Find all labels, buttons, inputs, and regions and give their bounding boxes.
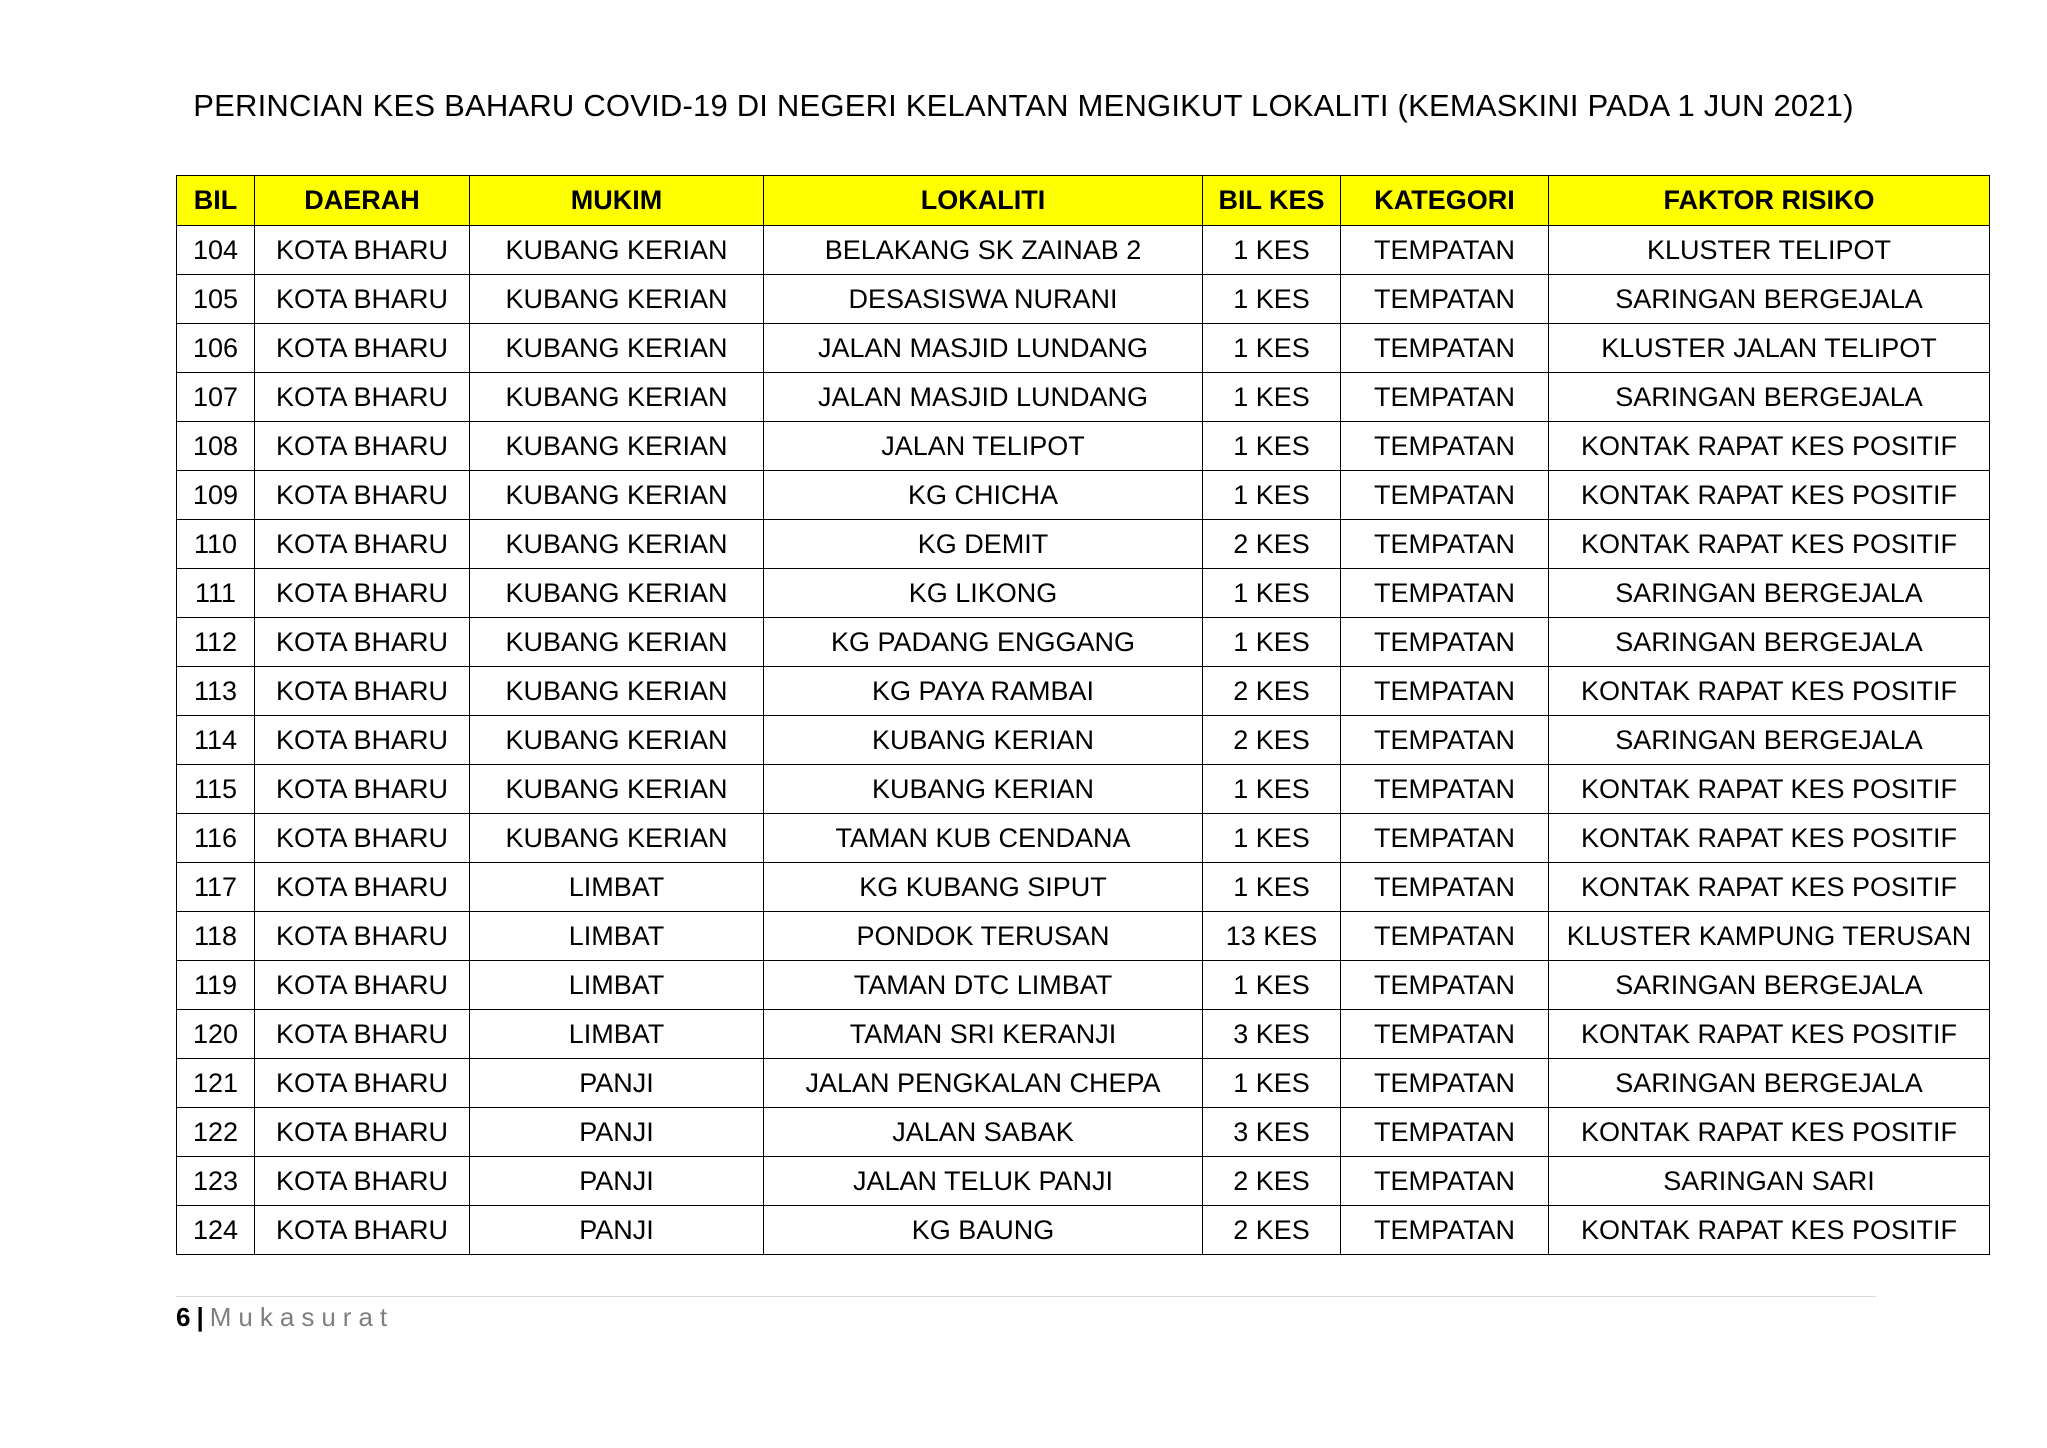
cell-lokaliti: JALAN PENGKALAN CHEPA bbox=[764, 1059, 1203, 1108]
cell-kategori: TEMPATAN bbox=[1341, 471, 1549, 520]
cell-bil: 109 bbox=[177, 471, 255, 520]
cell-kategori: TEMPATAN bbox=[1341, 324, 1549, 373]
cell-lokaliti: KG LIKONG bbox=[764, 569, 1203, 618]
cell-lokaliti: KG PAYA RAMBAI bbox=[764, 667, 1203, 716]
table-row bbox=[177, 1010, 1990, 1059]
cell-mukim: KUBANG KERIAN bbox=[470, 520, 764, 569]
cell-kategori: TEMPATAN bbox=[1341, 1157, 1549, 1206]
cell-lokaliti: KG BAUNG bbox=[764, 1206, 1203, 1255]
cell-kategori: TEMPATAN bbox=[1341, 814, 1549, 863]
cell-bil: 120 bbox=[177, 1010, 255, 1059]
cell-faktor-risiko: SARINGAN BERGEJALA bbox=[1549, 1059, 1990, 1108]
cell-daerah: KOTA BHARU bbox=[255, 667, 470, 716]
footer-divider bbox=[176, 1296, 1876, 1297]
cell-bil: 104 bbox=[177, 226, 255, 275]
cell-daerah: KOTA BHARU bbox=[255, 765, 470, 814]
table-row bbox=[177, 324, 1990, 373]
cell-daerah: KOTA BHARU bbox=[255, 422, 470, 471]
cell-daerah: KOTA BHARU bbox=[255, 520, 470, 569]
cell-bil-kes: 1 KES bbox=[1203, 863, 1341, 912]
cell-mukim: KUBANG KERIAN bbox=[470, 324, 764, 373]
cell-kategori: TEMPATAN bbox=[1341, 765, 1549, 814]
cell-mukim: PANJI bbox=[470, 1206, 764, 1255]
cell-kategori: TEMPATAN bbox=[1341, 618, 1549, 667]
cell-kategori: TEMPATAN bbox=[1341, 569, 1549, 618]
cell-faktor-risiko: KONTAK RAPAT KES POSITIF bbox=[1549, 1108, 1990, 1157]
cell-kategori: TEMPATAN bbox=[1341, 275, 1549, 324]
table-row bbox=[177, 275, 1990, 324]
cell-bil: 106 bbox=[177, 324, 255, 373]
cell-daerah: KOTA BHARU bbox=[255, 226, 470, 275]
cell-bil-kes: 1 KES bbox=[1203, 961, 1341, 1010]
cell-kategori: TEMPATAN bbox=[1341, 1010, 1549, 1059]
cell-bil: 108 bbox=[177, 422, 255, 471]
cell-bil-kes: 1 KES bbox=[1203, 422, 1341, 471]
cell-daerah: KOTA BHARU bbox=[255, 1108, 470, 1157]
cell-bil: 107 bbox=[177, 373, 255, 422]
cell-mukim: KUBANG KERIAN bbox=[470, 226, 764, 275]
cell-kategori: TEMPATAN bbox=[1341, 1108, 1549, 1157]
cell-lokaliti: KUBANG KERIAN bbox=[764, 716, 1203, 765]
cell-daerah: KOTA BHARU bbox=[255, 716, 470, 765]
cell-daerah: KOTA BHARU bbox=[255, 324, 470, 373]
cell-daerah: KOTA BHARU bbox=[255, 471, 470, 520]
cell-bil-kes: 1 KES bbox=[1203, 569, 1341, 618]
cell-mukim: KUBANG KERIAN bbox=[470, 422, 764, 471]
table-row bbox=[177, 1206, 1990, 1255]
cell-faktor-risiko: SARINGAN BERGEJALA bbox=[1549, 961, 1990, 1010]
table-row bbox=[177, 618, 1990, 667]
cell-kategori: TEMPATAN bbox=[1341, 667, 1549, 716]
table-header-row bbox=[177, 176, 1990, 226]
cell-bil-kes: 2 KES bbox=[1203, 1206, 1341, 1255]
cell-lokaliti: KG KUBANG SIPUT bbox=[764, 863, 1203, 912]
cell-lokaliti: TAMAN KUB CENDANA bbox=[764, 814, 1203, 863]
cell-lokaliti: KUBANG KERIAN bbox=[764, 765, 1203, 814]
cell-faktor-risiko: KONTAK RAPAT KES POSITIF bbox=[1549, 667, 1990, 716]
cell-daerah: KOTA BHARU bbox=[255, 814, 470, 863]
cell-mukim: PANJI bbox=[470, 1108, 764, 1157]
footer-separator: | bbox=[196, 1302, 204, 1332]
header-bil: BIL bbox=[177, 176, 255, 226]
cell-lokaliti: JALAN SABAK bbox=[764, 1108, 1203, 1157]
header-lokaliti: LOKALITI bbox=[764, 176, 1203, 226]
cell-bil-kes: 1 KES bbox=[1203, 1059, 1341, 1108]
cell-kategori: TEMPATAN bbox=[1341, 863, 1549, 912]
table-row bbox=[177, 863, 1990, 912]
cell-faktor-risiko: KONTAK RAPAT KES POSITIF bbox=[1549, 520, 1990, 569]
cell-daerah: KOTA BHARU bbox=[255, 1010, 470, 1059]
cell-lokaliti: TAMAN DTC LIMBAT bbox=[764, 961, 1203, 1010]
cell-faktor-risiko: SARINGAN SARI bbox=[1549, 1157, 1990, 1206]
cell-mukim: KUBANG KERIAN bbox=[470, 471, 764, 520]
cell-mukim: KUBANG KERIAN bbox=[470, 716, 764, 765]
cell-bil-kes: 1 KES bbox=[1203, 765, 1341, 814]
cell-lokaliti: JALAN MASJID LUNDANG bbox=[764, 373, 1203, 422]
cell-kategori: TEMPATAN bbox=[1341, 422, 1549, 471]
table-row bbox=[177, 912, 1990, 961]
cell-mukim: LIMBAT bbox=[470, 1010, 764, 1059]
cell-faktor-risiko: SARINGAN BERGEJALA bbox=[1549, 275, 1990, 324]
page-footer bbox=[176, 1302, 394, 1333]
cases-table bbox=[176, 175, 1990, 1255]
table-row bbox=[177, 422, 1990, 471]
cell-mukim: KUBANG KERIAN bbox=[470, 275, 764, 324]
cell-daerah: KOTA BHARU bbox=[255, 1206, 470, 1255]
cell-bil: 110 bbox=[177, 520, 255, 569]
cell-lokaliti: JALAN MASJID LUNDANG bbox=[764, 324, 1203, 373]
cell-lokaliti: PONDOK TERUSAN bbox=[764, 912, 1203, 961]
cell-lokaliti: JALAN TELIPOT bbox=[764, 422, 1203, 471]
table-row bbox=[177, 520, 1990, 569]
cell-faktor-risiko: SARINGAN BERGEJALA bbox=[1549, 716, 1990, 765]
cell-faktor-risiko: SARINGAN BERGEJALA bbox=[1549, 569, 1990, 618]
table-row bbox=[177, 1059, 1990, 1108]
cell-bil-kes: 1 KES bbox=[1203, 373, 1341, 422]
cell-bil-kes: 1 KES bbox=[1203, 226, 1341, 275]
cell-bil-kes: 3 KES bbox=[1203, 1108, 1341, 1157]
cell-kategori: TEMPATAN bbox=[1341, 373, 1549, 422]
cell-mukim: KUBANG KERIAN bbox=[470, 569, 764, 618]
cell-bil-kes: 1 KES bbox=[1203, 814, 1341, 863]
cell-bil: 113 bbox=[177, 667, 255, 716]
table-row bbox=[177, 569, 1990, 618]
cell-lokaliti: KG DEMIT bbox=[764, 520, 1203, 569]
cell-faktor-risiko: KONTAK RAPAT KES POSITIF bbox=[1549, 471, 1990, 520]
cell-bil: 105 bbox=[177, 275, 255, 324]
table-row bbox=[177, 1157, 1990, 1206]
table-row bbox=[177, 1108, 1990, 1157]
cell-bil: 118 bbox=[177, 912, 255, 961]
cell-bil: 121 bbox=[177, 1059, 255, 1108]
cell-lokaliti: KG CHICHA bbox=[764, 471, 1203, 520]
cell-bil-kes: 2 KES bbox=[1203, 716, 1341, 765]
cell-bil: 123 bbox=[177, 1157, 255, 1206]
cell-bil: 115 bbox=[177, 765, 255, 814]
cell-lokaliti: JALAN TELUK PANJI bbox=[764, 1157, 1203, 1206]
cell-bil-kes: 1 KES bbox=[1203, 471, 1341, 520]
table-row bbox=[177, 667, 1990, 716]
cell-daerah: KOTA BHARU bbox=[255, 912, 470, 961]
cell-faktor-risiko: KONTAK RAPAT KES POSITIF bbox=[1549, 863, 1990, 912]
cell-mukim: LIMBAT bbox=[470, 863, 764, 912]
page-number: 6 bbox=[176, 1302, 191, 1332]
cell-mukim: KUBANG KERIAN bbox=[470, 373, 764, 422]
cell-daerah: KOTA BHARU bbox=[255, 1059, 470, 1108]
cell-kategori: TEMPATAN bbox=[1341, 912, 1549, 961]
cell-kategori: TEMPATAN bbox=[1341, 961, 1549, 1010]
header-kategori: KATEGORI bbox=[1341, 176, 1549, 226]
cell-faktor-risiko: SARINGAN BERGEJALA bbox=[1549, 373, 1990, 422]
cell-bil: 111 bbox=[177, 569, 255, 618]
cell-lokaliti: DESASISWA NURANI bbox=[764, 275, 1203, 324]
cell-bil-kes: 3 KES bbox=[1203, 1010, 1341, 1059]
header-mukim: MUKIM bbox=[470, 176, 764, 226]
cell-lokaliti: BELAKANG SK ZAINAB 2 bbox=[764, 226, 1203, 275]
cell-bil-kes: 13 KES bbox=[1203, 912, 1341, 961]
cell-bil-kes: 1 KES bbox=[1203, 618, 1341, 667]
cell-mukim: LIMBAT bbox=[470, 961, 764, 1010]
cell-bil: 119 bbox=[177, 961, 255, 1010]
table-row bbox=[177, 226, 1990, 275]
table-row bbox=[177, 765, 1990, 814]
cell-kategori: TEMPATAN bbox=[1341, 1059, 1549, 1108]
cell-faktor-risiko: SARINGAN BERGEJALA bbox=[1549, 618, 1990, 667]
cell-lokaliti: TAMAN SRI KERANJI bbox=[764, 1010, 1203, 1059]
cell-daerah: KOTA BHARU bbox=[255, 373, 470, 422]
header-daerah: DAERAH bbox=[255, 176, 470, 226]
cell-faktor-risiko: KONTAK RAPAT KES POSITIF bbox=[1549, 1010, 1990, 1059]
cell-bil: 117 bbox=[177, 863, 255, 912]
cell-faktor-risiko: KLUSTER KAMPUNG TERUSAN bbox=[1549, 912, 1990, 961]
header-faktor-risiko: FAKTOR RISIKO bbox=[1549, 176, 1990, 226]
cell-daerah: KOTA BHARU bbox=[255, 863, 470, 912]
table-body bbox=[177, 226, 1990, 1255]
cell-mukim: LIMBAT bbox=[470, 912, 764, 961]
table-row bbox=[177, 716, 1990, 765]
cell-bil-kes: 2 KES bbox=[1203, 1157, 1341, 1206]
cell-mukim: KUBANG KERIAN bbox=[470, 765, 764, 814]
cell-kategori: TEMPATAN bbox=[1341, 1206, 1549, 1255]
cell-mukim: PANJI bbox=[470, 1059, 764, 1108]
cell-bil: 114 bbox=[177, 716, 255, 765]
cell-faktor-risiko: KLUSTER TELIPOT bbox=[1549, 226, 1990, 275]
table-row bbox=[177, 814, 1990, 863]
cell-kategori: TEMPATAN bbox=[1341, 716, 1549, 765]
cell-mukim: PANJI bbox=[470, 1157, 764, 1206]
cell-faktor-risiko: KONTAK RAPAT KES POSITIF bbox=[1549, 765, 1990, 814]
cell-bil: 112 bbox=[177, 618, 255, 667]
cell-bil-kes: 1 KES bbox=[1203, 275, 1341, 324]
cell-lokaliti: KG PADANG ENGGANG bbox=[764, 618, 1203, 667]
cell-mukim: KUBANG KERIAN bbox=[470, 618, 764, 667]
table-row bbox=[177, 961, 1990, 1010]
cell-faktor-risiko: KLUSTER JALAN TELIPOT bbox=[1549, 324, 1990, 373]
table-row bbox=[177, 373, 1990, 422]
page-title: PERINCIAN KES BAHARU COVID-19 DI NEGERI KELANTAN MENGIKUT LOKALITI (KEMASKINI PADA 1 JUN 2021) bbox=[193, 88, 1854, 123]
header-bil-kes: BIL KES bbox=[1203, 176, 1341, 226]
cell-bil-kes: 2 KES bbox=[1203, 667, 1341, 716]
cell-faktor-risiko: KONTAK RAPAT KES POSITIF bbox=[1549, 422, 1990, 471]
cell-daerah: KOTA BHARU bbox=[255, 1157, 470, 1206]
cell-kategori: TEMPATAN bbox=[1341, 520, 1549, 569]
cell-daerah: KOTA BHARU bbox=[255, 275, 470, 324]
cell-bil: 122 bbox=[177, 1108, 255, 1157]
page-label: Mukasurat bbox=[209, 1302, 395, 1332]
cell-bil: 116 bbox=[177, 814, 255, 863]
cell-daerah: KOTA BHARU bbox=[255, 618, 470, 667]
cell-bil-kes: 1 KES bbox=[1203, 324, 1341, 373]
cell-mukim: KUBANG KERIAN bbox=[470, 667, 764, 716]
cell-faktor-risiko: KONTAK RAPAT KES POSITIF bbox=[1549, 814, 1990, 863]
cell-mukim: KUBANG KERIAN bbox=[470, 814, 764, 863]
cell-bil-kes: 2 KES bbox=[1203, 520, 1341, 569]
table-row bbox=[177, 471, 1990, 520]
cell-daerah: KOTA BHARU bbox=[255, 961, 470, 1010]
cell-daerah: KOTA BHARU bbox=[255, 569, 470, 618]
cell-kategori: TEMPATAN bbox=[1341, 226, 1549, 275]
cell-bil: 124 bbox=[177, 1206, 255, 1255]
cell-faktor-risiko: KONTAK RAPAT KES POSITIF bbox=[1549, 1206, 1990, 1255]
